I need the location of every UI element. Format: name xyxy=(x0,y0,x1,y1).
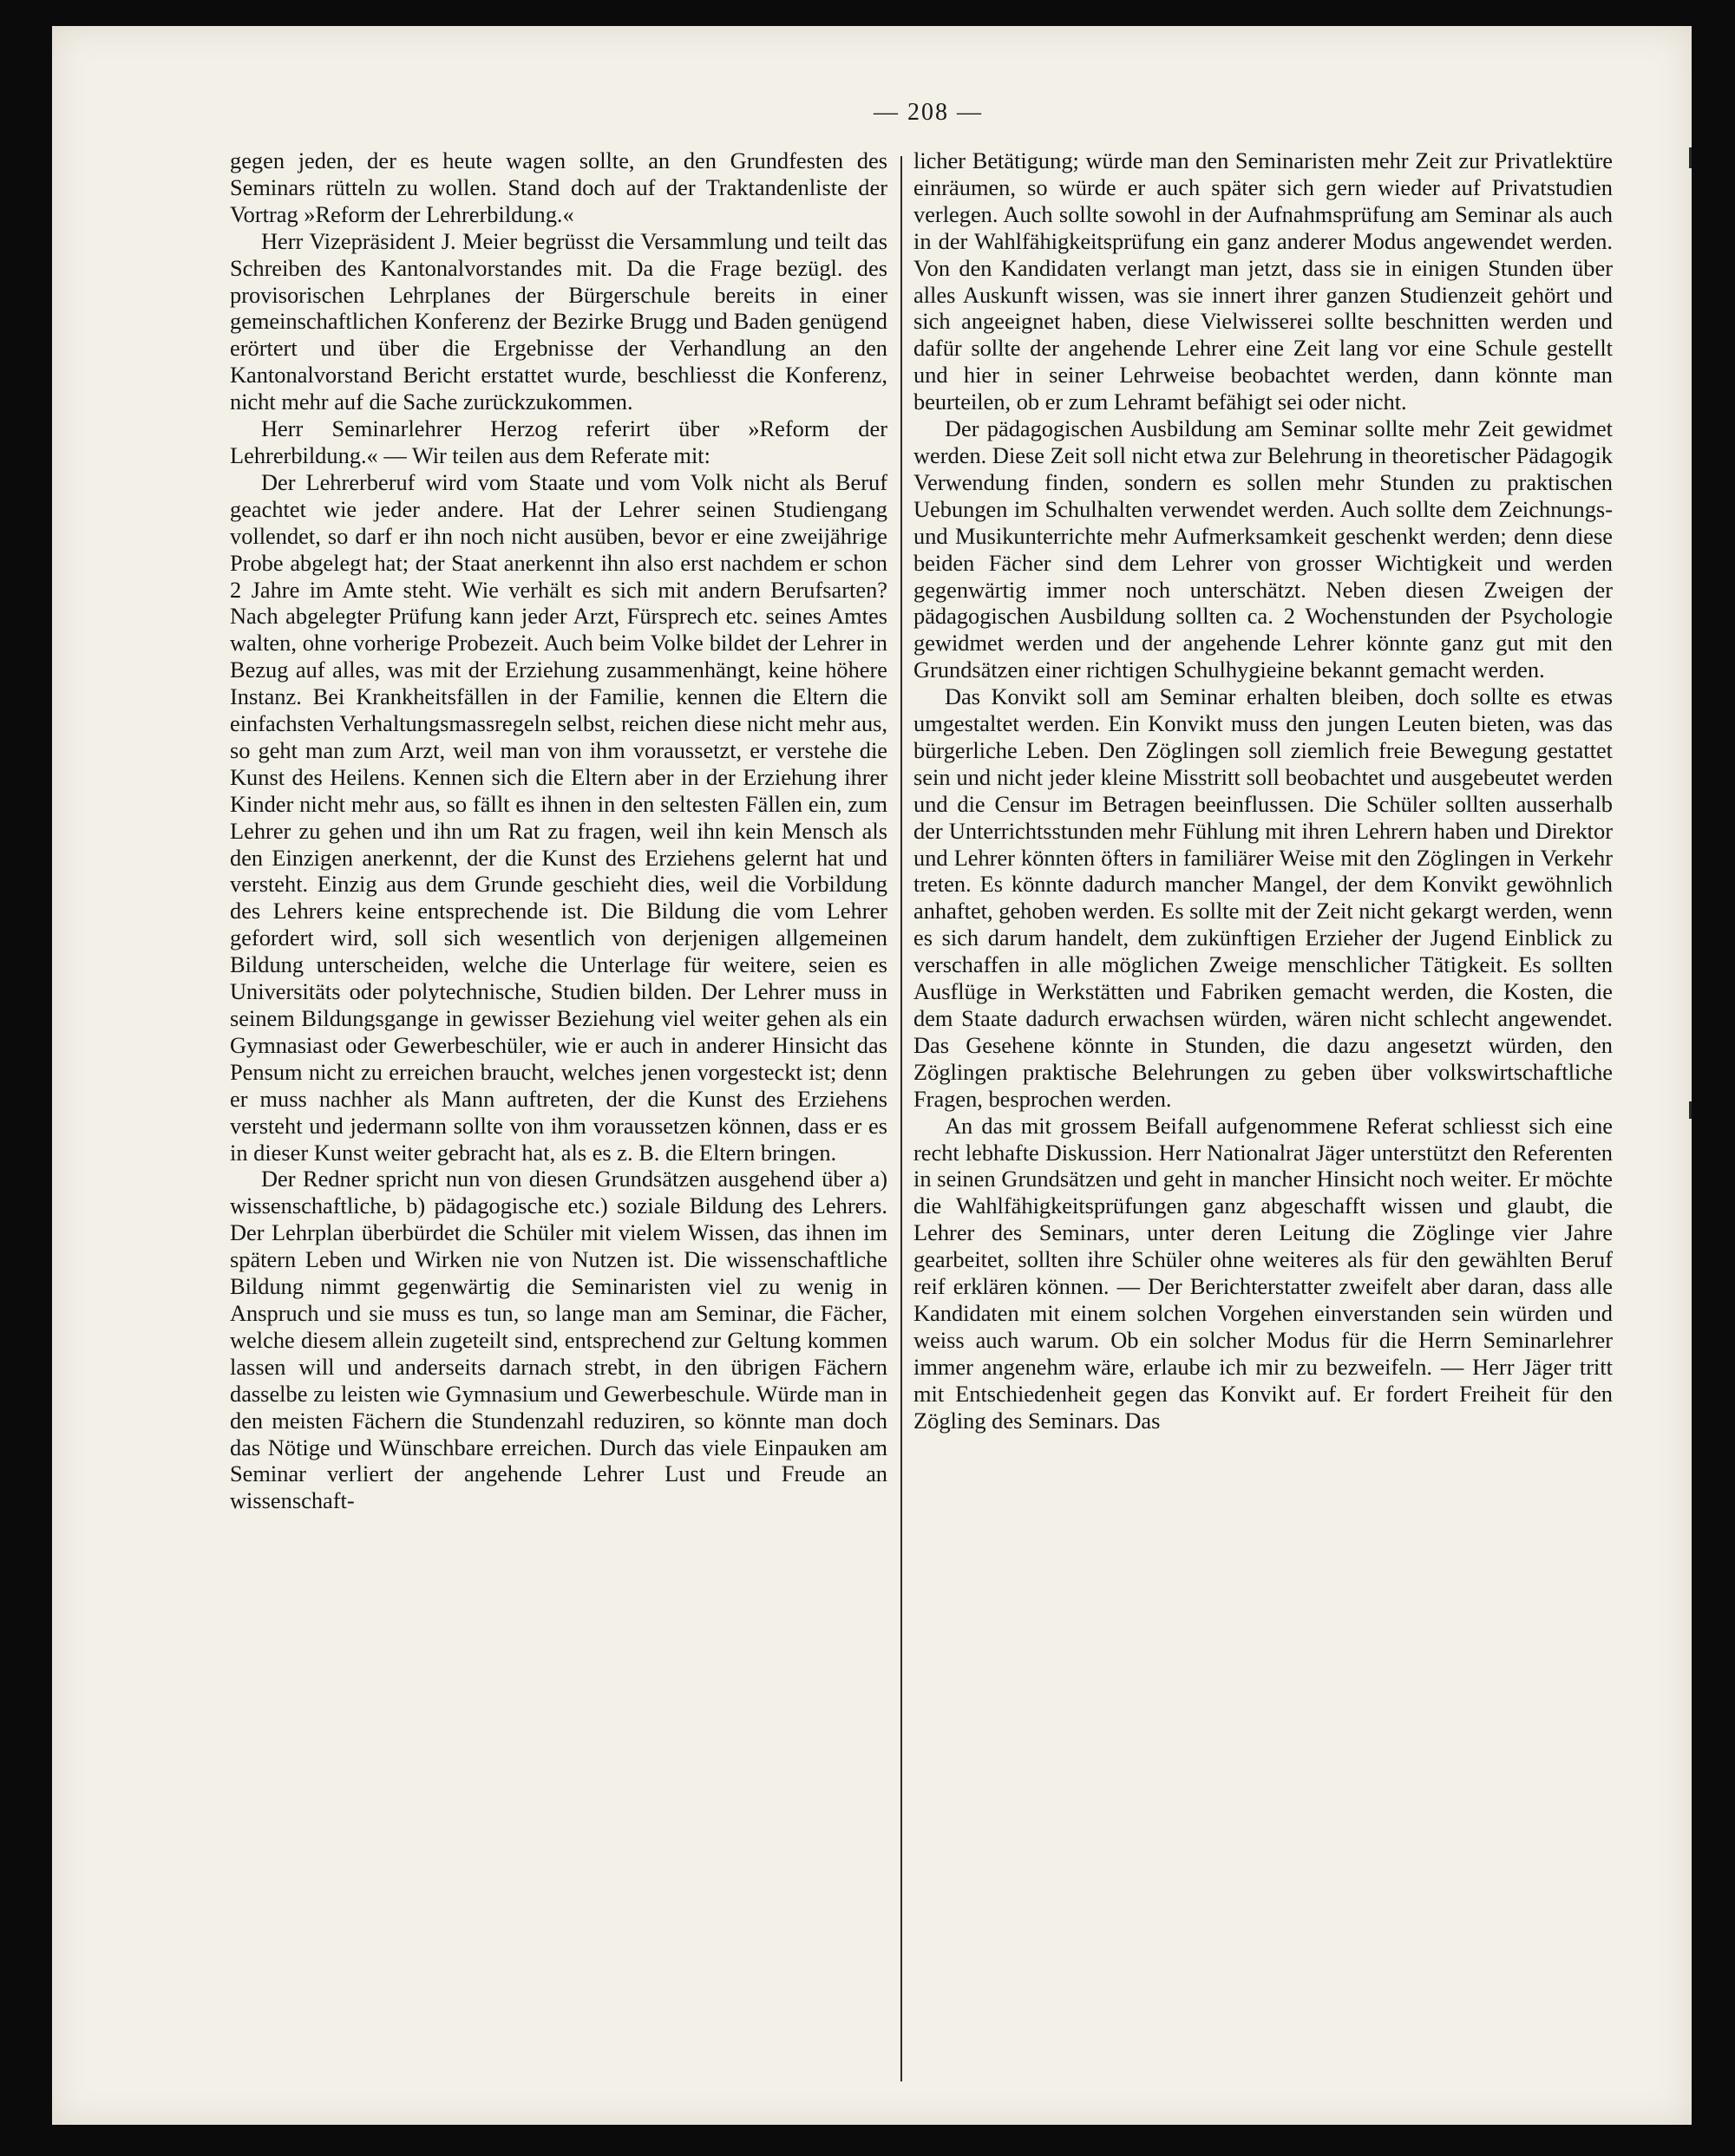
left-paragraph-1: gegen jeden, der es heute wagen sollte, an den Grundfesten des Seminars rütteln zu wollen. Stand doch auf der Traktandenliste der Vortrag »Reform der Lehrerbildung.« xyxy=(230,147,887,227)
right-paragraph-1: licher Betätigung; würde man den Seminaristen mehr Zeit zur Privatlektüre einräumen, so würde er auch später sich gern wieder auf Privatstudien verlegen. Auch sollte sowohl in der Aufnahmsprüfung am Seminar als auch in der Wahlfähigkeitsprüfung ein ganz anderer Modus angewendet werden. Von den Kandidaten verlangt man jetzt, dass sie in einigen Stunden über alles Auskunft wissen, was sie innert ihrer ganzen Studienzeit gehört und sich angeeignet haben, diese Vielwisserei sollte beschnitten werden und dafür sollte der angehende Lehrer eine Zeit lang vor eine Schule gestellt und hier in seiner Lehrweise beobachtet werden, dann könnte man beurteilen, ob er zum Lehramt befähigt sei oder nicht. xyxy=(913,147,1613,415)
left-paragraph-5: Der Redner spricht nun von diesen Grundsätzen ausgehend über a) wissenschaftliche, b) pädagogische etc.) soziale Bildung des Lehrers. Der Lehrplan überbürdet die Schüler mit vielem Wissen, das ihnen im spätern Leben und Wirken nie von Nutzen ist. Die wissenschaftliche Bildung nimmt gegenwärtig die Seminaristen viel zu wenig in Anspruch und sie muss es tun, so lange man am Seminar, die Fächer, welche diesem allein zugeteilt sind, entsprechend zur Geltung kommen lassen will und anderseits darnach strebt, in den übrigen Fächern dasselbe zu leisten wie Gymnasium und Gewerbeschule. Würde man in den meisten Fächern die Stundenzahl reduziren, so könnte man doch das Nötige und Wünschbare erreichen. Durch das viele Einpauken am Seminar verliert der angehende Lehrer Lust und Freude an wissenschaft- xyxy=(230,1166,887,1514)
column-divider xyxy=(900,156,902,2081)
document-page xyxy=(52,26,1692,2125)
right-paragraph-3: Das Konvikt soll am Seminar erhalten bleiben, doch sollte es etwas umgestaltet werden. Ein Konvikt muss den jungen Leuten bieten, was das bürgerliche Leben. Den Zöglingen soll ziemlich freie Bewegung gestattet sein und nicht jeder kleine Misstritt soll beobachtet und ausgebeutet werden und die Censur im Betragen beeinflussen. Die Schüler sollten ausserhalb der Unterrichtsstunden mehr Fühlung mit ihren Lehrern haben und Direktor und Lehrer könnten öfters in familiärer Weise mit den Zöglingen in Verkehr treten. Es könnte dadurch mancher Mangel, der dem Konvikt gewöhnlich anhaftet, gehoben werden. Es sollte mit der Zeit nicht gekargt werden, wenn es sich darum handelt, dem zukünftigen Erzieher der Jugend Einblick zu verschaffen in alle möglichen Zweige menschlicher Tätigkeit. Es sollten Ausflüge in Werkstätten und Fabriken gemacht werden, die Kosten, die dem Staate dadurch erwachsen würden, wären nicht schlecht angewendet. Das Gesehene könnte in Stunden, die dazu angesetzt würden, den Zöglingen praktische Belehrungen zu geben über volkswirtschaftliche Fragen, besprochen werden. xyxy=(913,683,1613,1112)
page-edge-mark xyxy=(1689,147,1692,168)
left-paragraph-3: Herr Seminarlehrer Herzog referirt über »Reform der Lehrerbildung.« — Wir teilen aus dem Referate mit: xyxy=(230,415,887,468)
left-paragraph-2: Herr Vizepräsident J. Meier begrüsst die Versammlung und teilt das Schreiben des Kantonalvorstandes mit. Da die Frage bezügl. des provisorischen Lehrplanes der Bürgerschule bereits in einer gemeinschaftlichen Konferenz der Bezirke Brugg und Baden genügend erörtert und über die Ergebnisse der Verhandlung an den Kantonalvorstand Bericht erstattet wurde, beschliesst die Konferenz, nicht mehr auf die Sache zurückzukommen. xyxy=(230,227,887,415)
right-column xyxy=(913,147,1613,2090)
left-column xyxy=(230,147,887,2090)
right-paragraph-2: Der pädagogischen Ausbildung am Seminar sollte mehr Zeit gewidmet werden. Diese Zeit soll nicht etwa zur Belehrung in theoretischer Pädagogik Verwendung finden, sondern es sollen mehr Stunden zu praktischen Uebungen im Schulhalten verwendet werden. Auch sollte dem Zeichnungs- und Musikunterrichte mehr Aufmerksamkeit geschenkt werden; denn diese beiden Fächer sind dem Lehrer von grosser Wichtigkeit und werden gegenwärtig immer noch unterschätzt. Neben diesen Zweigen der pädagogischen Ausbildung sollten ca. 2 Wochenstunden der Psychologie gewidmet werden und der angehende Lehrer könnte ganz gut mit den Grundsätzen einer richtigen Schulhygieine bekannt gemacht werden. xyxy=(913,415,1613,683)
right-paragraph-4: An das mit grossem Beifall aufgenommene Referat schliesst sich eine recht lebhafte Diskussion. Herr Nationalrat Jäger unterstützt den Referenten in seinen Grundsätzen und geht in mancher Hinsicht noch weiter. Er möchte die Wahlfähigkeitsprüfungen ganz abgeschafft wissen und glaubt, die Lehrer des Seminars, unter deren Leitung die Zöglinge vier Jahre gearbeitet, sollten ihre Schüler ohne weiteres als für den gewählten Beruf reif erklären können. — Der Berichterstatter zweifelt aber daran, dass alle Kandidaten mit einem solchen Vorgehen einverstanden sein würden und weiss auch warum. Ob ein solcher Modus für die Herrn Seminarlehrer immer angenehm wäre, erlaube ich mir zu bezweifeln. — Herr Jäger tritt mit Entschiedenheit gegen das Konvikt auf. Er fordert Freiheit für den Zögling des Seminars. Das xyxy=(913,1112,1613,1434)
page-edge-mark xyxy=(1689,1101,1692,1119)
page-number: — 208 — xyxy=(874,99,983,126)
left-paragraph-4: Der Lehrerberuf wird vom Staate und vom Volk nicht als Beruf geachtet wie jeder andere. Hat der Lehrer seinen Studiengang vollendet, so darf er ihn noch nicht ausüben, bevor er eine zweijährige Probe abgelegt hat; der Staat anerkennt ihn also erst nachdem er schon 2 Jahre im Amte steht. Wie verhält es sich mit andern Berufsarten? Nach abgelegter Prüfung kann jeder Arzt, Fürsprech etc. seines Amtes walten, ohne vorherige Probezeit. Auch beim Volke bildet der Lehrer in Bezug auf alles, was mit der Erziehung zusammenhängt, keine höhere Instanz. Bei Krankheitsfällen in der Familie, kennen die Eltern die einfachsten Verhaltungsmassregeln selbst, reichen diese nicht mehr aus, so geht man zum Arzt, weil man von ihm voraussetzt, er verstehe die Kunst des Heilens. Kennen sich die Eltern aber in der Erziehung ihrer Kinder nicht mehr aus, so fällt es ihnen in den seltesten Fällen ein, zum Lehrer zu gehen und ihn um Rat zu fragen, weil ihn kein Mensch als den Einzigen anerkennt, der die Kunst des Erziehens gelernt hat und versteht. Einzig aus dem Grunde geschieht dies, weil die Vorbildung des Lehrers keine entsprechende ist. Die Bildung die vom Lehrer gefordert wird, soll sich wesentlich von derjenigen allgemeinen Bildung unterscheiden, welche die Unterlage für weitere, seien es Universitäts oder polytechnische, Studien bilden. Der Lehrer muss in seinem Bildungsgange in gewisser Beziehung viel weiter gehen als ein Gymnasiast oder Gewerbeschüler, wie er auch in anderer Hinsicht das Pensum nicht zu erreichen braucht, welches jenen vorgesteckt ist; denn er muss nachher als Mann auftreten, der die Kunst des Erziehens versteht und jedermann sollte von ihm voraussetzen können, dass er es in dieser Kunst weiter gebracht hat, als es z. B. die Eltern bringen. xyxy=(230,468,887,1166)
